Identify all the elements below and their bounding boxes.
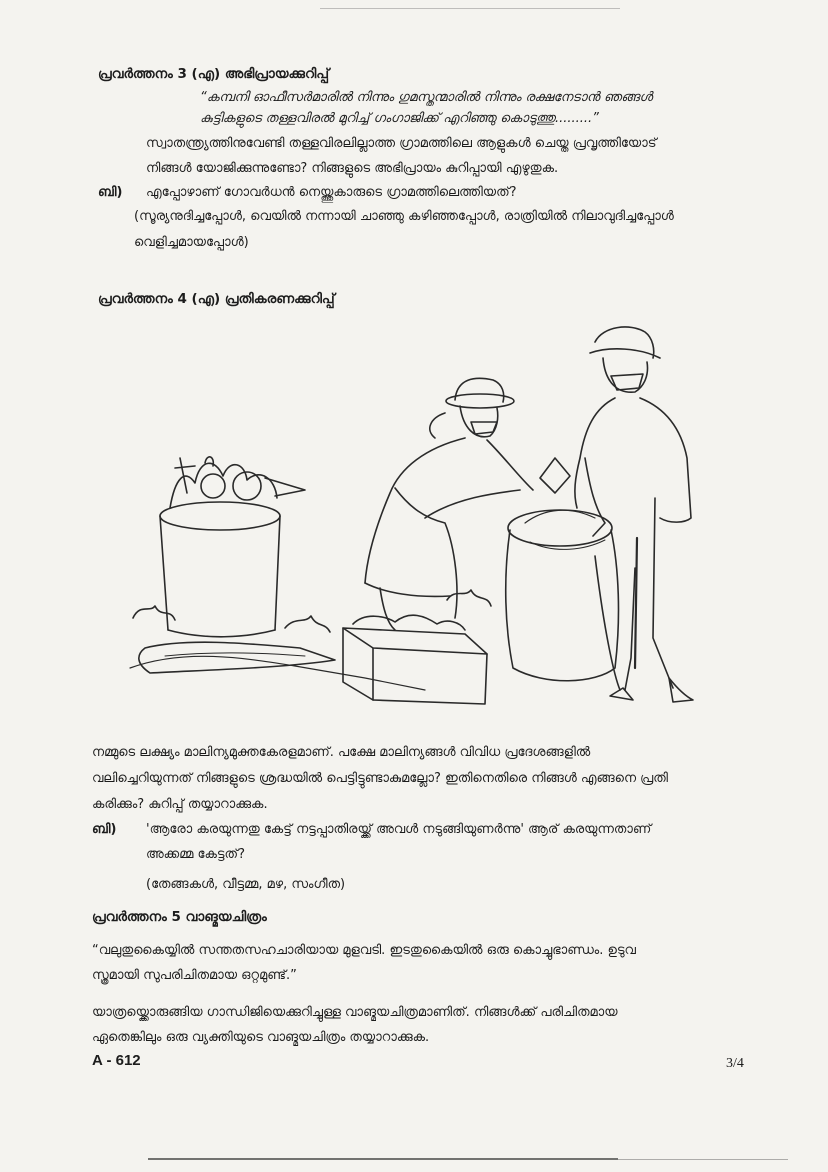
activity3-b-question: എപ്പോഴാണ് ഗോവർധൻ നെയ്ത്തുകാരുടെ ഗ്രാമത്തിലെത്തിയത്?: [146, 185, 517, 200]
paper-code: A - 612: [92, 1052, 141, 1069]
activity4-b-options: (തേങ്ങകൾ, വീട്ടമ്മ, മഴ, സംഗീത): [146, 877, 346, 892]
activity4-prompt-line2: വലിച്ചെറിയുന്നത് നിങ്ങളുടെ ശ്രദ്ധയിൽ പെട്ടിട്ടുണ്ടാകുമല്ലോ? ഇതിനെതിരെ നിങ്ങൾ എങ്ങനെ പ്രതി: [92, 771, 668, 786]
activity3-question-line1: സ്വാതന്ത്ര്യത്തിനുവേണ്ടി തള്ളവിരലില്ലാത്ത ഗ്രാമത്തിലെ ആളുകൾ ചെയ്ത പ്രവൃത്തിയോട്: [146, 136, 657, 151]
activity5-prompt-line2: ഏതെങ്കിലും ഒരു വ്യക്തിയുടെ വാങ്മയചിത്രം തയ്യാറാക്കുക.: [92, 1030, 430, 1045]
activity3-question-line2: നിങ്ങൾ യോജിക്കുന്നുണ്ടോ? നിങ്ങളുടെ അഭിപ്രായം കുറിപ്പായി എഴുതുക.: [146, 161, 559, 176]
waste-collection-illustration: [125, 318, 705, 718]
activity3-heading: പ്രവർത്തനം 3 (എ) അഭിപ്രായക്കുറിപ്പ്: [98, 66, 330, 82]
activity5-prompt-line1: യാത്രയ്ക്കൊരുങ്ങിയ ഗാന്ധിജിയെക്കുറിച്ചുള്ള വാങ്മയചിത്രമാണിത്. നിങ്ങൾക്ക് പരിചിതമായ: [92, 1005, 618, 1020]
activity3-quote-line2: കുട്ടികളുടെ തള്ളവിരൽ മുറിച്ച് ഗംഗാജിക്ക് എറിഞ്ഞു കൊടുത്തു.........”: [200, 111, 599, 126]
activity4-b-question-line1: 'ആരോ കരയുന്നതു കേട്ട് നട്ടപ്പാതിരയ്ക്ക് അവൾ നടുങ്ങിയുണർന്നു' ആര് കരയുന്നതാണ്: [146, 822, 652, 837]
waste-drum-icon: [160, 457, 305, 637]
activity4-b-question-line2: അക്കമ്മ കേട്ടത്?: [146, 847, 245, 862]
activity4-heading: പ്രവർത്തനം 4 (എ) പ്രതികരണക്കുറിപ്പ്: [98, 291, 335, 307]
activity3-b-label: ബി): [98, 185, 123, 200]
page-number: 3/4: [726, 1056, 744, 1071]
worker-left-icon: [365, 378, 533, 630]
activity4-prompt-line3: കരിക്കും? കുറിപ്പ് തയ്യാറാക്കുക.: [92, 797, 268, 812]
top-rule: [320, 8, 620, 9]
activity5-heading: പ്രവർത്തനം 5 വാങ്മയചിത്രം: [92, 909, 267, 925]
waste-sack-icon: [506, 458, 619, 681]
activity5-quote-line1: “വലുതുകൈയ്യിൽ സന്തതസഹചാരിയായ മുളവടി. ഇടതുകൈയിൽ ഒരു കൊച്ചുഭാണ്ഡം. ഉടുവ: [92, 943, 636, 958]
bottom-rule: [148, 1158, 618, 1160]
activity5-quote-line2: സ്ത്രമായി സുപരിചിതമായ ഒറ്റമുണ്ട്.”: [92, 968, 297, 983]
activity4-prompt-line1: നമ്മുടെ ലക്ഷ്യം മാലിന്യമുക്തകേരളമാണ്. പക്ഷേ മാലിന്യങ്ങൾ വിവിധ പ്രദേശങ്ങളിൽ: [92, 745, 591, 760]
activity4-b-label: ബി): [92, 822, 117, 837]
bottom-rule-faint: [618, 1159, 788, 1160]
activity3-quote-line1: “കമ്പനി ഓഫീസർമാരിൽ നിന്നും ഗുമസ്തന്മാരിൽ നിന്നും രക്ഷനേടാൻ ഞങ്ങൾ: [200, 90, 653, 105]
waste-box-icon: [343, 615, 487, 704]
activity3-b-options-line1: (സൂര്യനുദിച്ചപ്പോൾ, വെയിൽ നന്നായി ചാഞ്ഞു കഴിഞ്ഞപ്പോൾ, രാത്രിയിൽ നിലാവുദിച്ചപ്പോൾ: [134, 209, 674, 224]
activity3-b-options-line2: വെളിച്ചമായപ്പോൾ): [134, 235, 249, 250]
